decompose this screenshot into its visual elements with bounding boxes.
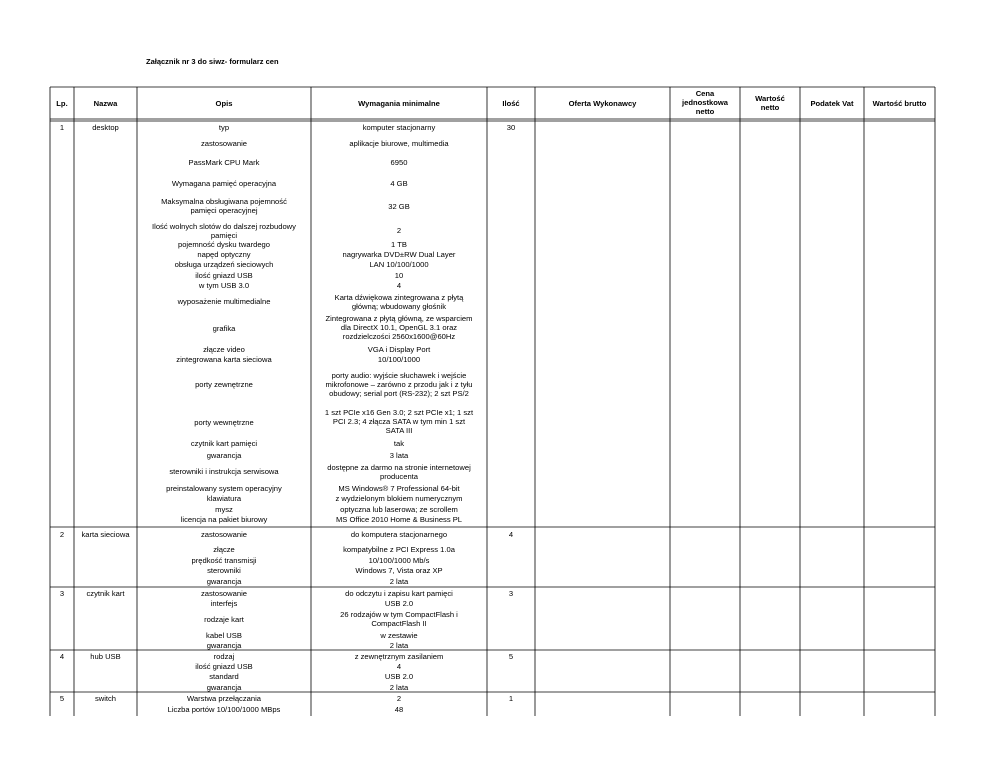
header-cena: Cena jednostkowa netto bbox=[682, 89, 728, 116]
spec-wymaganie: do odczytu i zapisu kart pamięci bbox=[345, 589, 453, 598]
item-nazwa: hub USB bbox=[90, 652, 121, 661]
spec-opis: Liczba portów 10/100/1000 MBps bbox=[167, 705, 281, 714]
spec-opis: Wymagana pamięć operacyjna bbox=[171, 179, 277, 188]
spec-opis: pojemność dysku twardego bbox=[177, 240, 271, 249]
spec-wymaganie: 1 szt PCIe x16 Gen 3.0; 2 szt PCIe x1; 1 szt PCI 2.3; 4 złącza SATA w tym min 1 szt SATA III bbox=[324, 408, 474, 435]
spec-opis: Ilość wolnych slotów do dalszej rozbudowy pamięci bbox=[152, 222, 296, 240]
item-lp: 5 bbox=[59, 694, 65, 703]
spec-wymaganie: do komputera stacjonarnego bbox=[350, 530, 448, 539]
spec-opis: zastosowanie bbox=[200, 139, 247, 148]
header-lp: Lp. bbox=[56, 99, 68, 108]
spec-wymaganie: z wydzielonym blokiem numerycznym bbox=[335, 494, 463, 503]
spec-wymaganie: z zewnętrznym zasilaniem bbox=[354, 652, 444, 661]
spec-opis: sterowniki i instrukcja serwisowa bbox=[169, 467, 279, 476]
spec-wymaganie: dostępne za darmo na stronie internetowej producenta bbox=[327, 463, 471, 481]
spec-opis: grafika bbox=[212, 324, 236, 333]
spec-opis: zastosowanie bbox=[200, 589, 247, 598]
spec-opis: kabel USB bbox=[206, 631, 242, 640]
spec-wymaganie: 6950 bbox=[390, 158, 408, 167]
spec-opis: gwarancja bbox=[206, 641, 242, 650]
header-ilosc: Ilość bbox=[502, 99, 520, 108]
spec-opis: klawiatura bbox=[206, 494, 242, 503]
item-ilosc: 1 bbox=[508, 694, 514, 703]
spec-wymaganie: w zestawie bbox=[380, 631, 418, 640]
spec-opis: ilość gniazd USB bbox=[195, 662, 253, 671]
spec-wymaganie: 32 GB bbox=[388, 202, 410, 211]
spec-opis: rodzaj bbox=[213, 652, 235, 661]
spec-opis: zintegrowana karta sieciowa bbox=[176, 355, 272, 364]
spec-opis: prędkość transmisji bbox=[191, 556, 257, 565]
spec-wymaganie: 3 lata bbox=[389, 451, 409, 460]
header-podatek: Podatek Vat bbox=[810, 99, 854, 108]
spec-wymaganie: USB 2.0 bbox=[384, 672, 414, 681]
spec-wymaganie: Karta dźwiękowa zintegrowana z płytą główną; wbudowany głośnik bbox=[334, 293, 464, 311]
item-ilosc: 30 bbox=[506, 123, 516, 132]
spec-wymaganie: 4 GB bbox=[390, 179, 408, 188]
spec-opis: gwarancja bbox=[206, 577, 242, 586]
spec-opis: wyposażenie multimedialne bbox=[177, 297, 271, 306]
spec-opis: gwarancja bbox=[206, 451, 242, 460]
spec-wymaganie: MS Office 2010 Home & Business PL bbox=[335, 515, 463, 524]
header-wymagania: Wymagania minimalne bbox=[358, 99, 440, 108]
spec-wymaganie: Zintegrowana z płytą główną, ze wsparciem dla DirectX 10.1, OpenGL 3.1 oraz rozdzielczości 2560x1600@60Hz bbox=[325, 314, 473, 341]
spec-wymaganie: kompatybilne z PCI Express 1.0a bbox=[343, 545, 455, 554]
spec-wymaganie: 10/100/1000 Mb/s bbox=[368, 556, 430, 565]
header-wartosc-brutto: Wartość brutto bbox=[872, 99, 927, 108]
spec-wymaganie: LAN 10/100/1000 bbox=[369, 260, 429, 269]
spec-opis: napęd optyczny bbox=[197, 250, 251, 259]
spec-wymaganie: 2 lata bbox=[389, 683, 409, 692]
spec-wymaganie: VGA i Display Port bbox=[367, 345, 431, 354]
header-wartosc-netto: Wartość netto bbox=[755, 94, 785, 112]
item-nazwa: switch bbox=[94, 694, 117, 703]
spec-opis: mysz bbox=[215, 505, 233, 514]
spec-wymaganie: USB 2.0 bbox=[384, 599, 414, 608]
spec-opis: PassMark CPU Mark bbox=[188, 158, 260, 167]
spec-wymaganie: optyczna lub laserowa; ze scrollem bbox=[340, 505, 458, 514]
spec-opis: obsługa urządzeń sieciowych bbox=[174, 260, 274, 269]
spec-opis: zastosowanie bbox=[200, 530, 247, 539]
spec-opis: Warstwa przełączania bbox=[187, 694, 261, 703]
item-nazwa: desktop bbox=[92, 123, 119, 132]
item-nazwa: karta sieciowa bbox=[81, 530, 130, 539]
spec-wymaganie: 2 lata bbox=[389, 641, 409, 650]
spec-wymaganie: komputer stacjonarny bbox=[362, 123, 436, 132]
spec-opis: rodzaje kart bbox=[204, 615, 244, 624]
item-lp: 3 bbox=[59, 589, 65, 598]
item-ilosc: 5 bbox=[508, 652, 514, 661]
item-ilosc: 4 bbox=[508, 530, 514, 539]
spec-opis: gwarancja bbox=[206, 683, 242, 692]
header-opis: Opis bbox=[215, 99, 233, 108]
header-oferta: Oferta Wykonawcy bbox=[568, 99, 637, 108]
spec-wymaganie: 10/100/1000 bbox=[377, 355, 421, 364]
spec-wymaganie: Windows 7, Vista oraz XP bbox=[355, 566, 443, 575]
spec-wymaganie: 2 bbox=[396, 226, 402, 235]
item-lp: 2 bbox=[59, 530, 65, 539]
spec-wymaganie: 4 bbox=[396, 662, 402, 671]
spec-opis: preinstalowany system operacyjny bbox=[166, 484, 282, 493]
spec-wymaganie: aplikacje biurowe, multimedia bbox=[349, 139, 449, 148]
spec-wymaganie: porty audio: wyjście słuchawek i wejście mikrofonowe – zarówno z przodu jak i z tyłu obudowy; serial port (RS-232); 2 szt PS/2 bbox=[325, 371, 473, 398]
spec-opis: czytnik kart pamięci bbox=[190, 439, 258, 448]
spec-wymaganie: 4 bbox=[396, 281, 402, 290]
spec-wymaganie: tak bbox=[393, 439, 405, 448]
spec-opis: złącze bbox=[213, 545, 235, 554]
item-lp: 4 bbox=[59, 652, 65, 661]
spec-opis: licencja na pakiet biurowy bbox=[180, 515, 268, 524]
spec-wymaganie: nagrywarka DVD±RW Dual Layer bbox=[342, 250, 456, 259]
item-lp: 1 bbox=[59, 123, 65, 132]
item-ilosc: 3 bbox=[508, 589, 514, 598]
spec-opis: w tym USB 3.0 bbox=[198, 281, 250, 290]
spec-opis: złącze video bbox=[203, 345, 245, 354]
spec-opis: porty zewnętrzne bbox=[195, 380, 253, 389]
spec-wymaganie: 2 lata bbox=[389, 577, 409, 586]
spec-wymaganie: 26 rodzajów w tym CompactFlash i CompactFlash II bbox=[340, 610, 458, 628]
spec-wymaganie: 1 TB bbox=[391, 240, 407, 249]
spec-opis: interfejs bbox=[210, 599, 238, 608]
spec-opis: porty wewnętrzne bbox=[194, 418, 254, 427]
spec-opis: Maksymalna obsługiwana pojemność pamięci operacyjnej bbox=[161, 197, 287, 215]
spec-opis: ilość gniazd USB bbox=[195, 271, 253, 280]
spec-wymaganie: 10 bbox=[394, 271, 404, 280]
spec-wymaganie: 2 bbox=[396, 694, 402, 703]
spec-wymaganie: MS Windows® 7 Professional 64-bit bbox=[338, 484, 460, 493]
spec-wymaganie: 48 bbox=[394, 705, 404, 714]
document-title: Załącznik nr 3 do siwz- formularz cen bbox=[146, 57, 279, 66]
item-nazwa: czytnik kart bbox=[86, 589, 125, 598]
spec-opis: standard bbox=[209, 672, 239, 681]
header-nazwa: Nazwa bbox=[93, 99, 118, 108]
spec-opis: sterowniki bbox=[207, 566, 241, 575]
spec-opis: typ bbox=[218, 123, 230, 132]
